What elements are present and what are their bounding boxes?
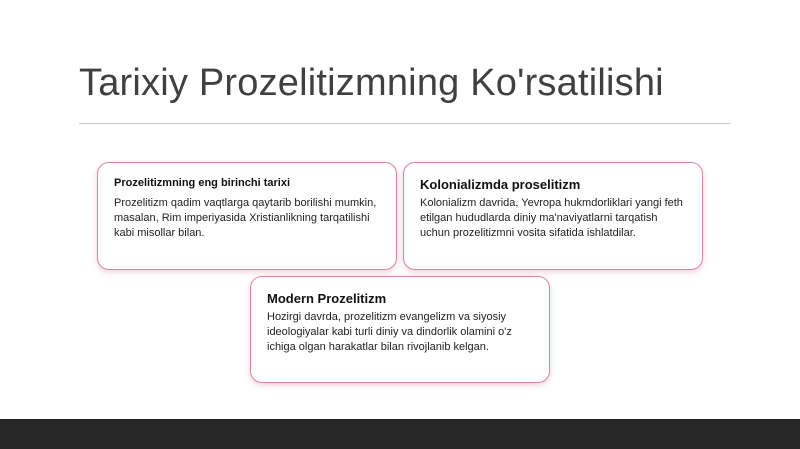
card-heading: Kolonializmda proselitizm [420, 177, 581, 192]
card-body: Kolonializm davrida, Yevropa hukmdorliklari yangi feth etilgan hududlarda diniy ma'naviyatlarni tarqatish uchun prozelitizmni vosita sifatida ishlatdilar. [420, 197, 683, 239]
card-colonialism [403, 162, 703, 270]
card-heading: Prozelitizmning eng birinchi tarixi [114, 177, 291, 189]
footer-bar [0, 419, 800, 449]
card-body: Hozirgi davrda, prozelitizm evangelizm va siyosiy ideologiyalar kabi turli diniy va dindorlik olamini o'z ichiga olgan harakatlar bilan rivojlanib kelgan. [267, 311, 512, 353]
card-modern [250, 276, 550, 383]
card-heading: Modern Prozelitizm [267, 291, 387, 306]
card-earliest-history [97, 162, 397, 270]
title-divider [79, 123, 731, 124]
slide-title: Tarixiy Prozelitizmning Ko'rsatilishi [79, 62, 664, 104]
card-body: Prozelitizm qadim vaqtlarga qaytarib borilishi mumkin, masalan, Rim imperiyasida Xristianlikning tarqatilishi kabi misollar bilan. [114, 197, 377, 239]
